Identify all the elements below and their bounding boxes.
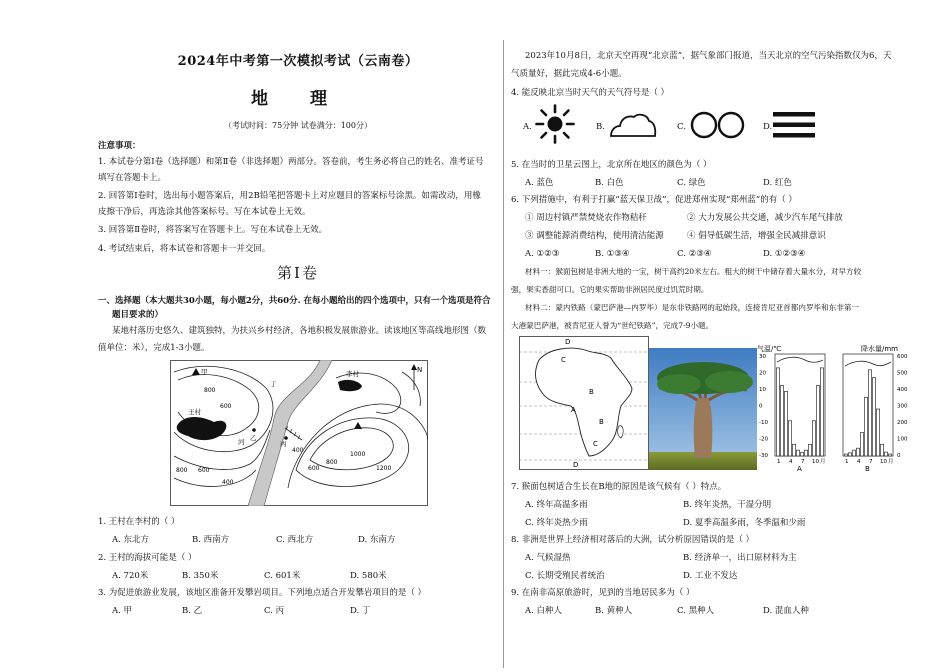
chart-name: B: [865, 465, 870, 472]
option: C. 丙: [264, 606, 285, 616]
option: C. 长期受殖民者统治: [525, 571, 605, 581]
question-options: [525, 499, 911, 512]
temp-axis-label: 气温/℃: [757, 345, 782, 353]
material-text: 材料一：猴面包树是非洲大地的一宝，树干高约20米左右。粗大的树干中储存着大量水分，对早方较: [525, 267, 862, 276]
question-options: [525, 570, 911, 583]
elevation-label: 800: [204, 387, 216, 394]
option: A.: [523, 122, 532, 132]
precip-bar: [816, 386, 819, 457]
option: B. ①③④: [595, 249, 630, 259]
fog-icon: [773, 110, 815, 140]
question-stem: 8. 非洲是世界上经济相对落后的大洲，试分析原因错误的是（ ）: [511, 535, 755, 545]
chart-name: A: [797, 465, 802, 472]
option: B. 西南方: [192, 535, 230, 545]
statement-list: [525, 230, 911, 243]
cloud-icon: [609, 112, 657, 138]
statement: ① 周边村镇严禁焚烧农作物秸秆: [525, 213, 647, 223]
map-label: D: [565, 338, 571, 346]
option: D. 混血人种: [763, 606, 809, 616]
map-label: D: [573, 461, 579, 469]
passage-text: 气质量好，据此完成4-6小题。: [511, 69, 627, 79]
north-label: N: [417, 366, 423, 374]
month-tick: 1: [845, 459, 849, 465]
map-label: C: [561, 356, 566, 364]
precip-bar: [868, 370, 871, 456]
option: B. 经济单一，出口原材料为主: [683, 553, 797, 563]
haze-icon: [689, 110, 749, 140]
question-options: [525, 552, 911, 565]
month-tick: 月: [820, 459, 826, 465]
option: A. 蓝色: [525, 178, 554, 188]
axis-tick: 600: [897, 354, 908, 360]
label-yi: 乙: [250, 434, 257, 442]
month-tick: 10: [812, 459, 819, 465]
precip-bar: [820, 368, 823, 456]
statement-list: [525, 212, 911, 225]
option: B. 终年炎热，干湿分明: [683, 500, 772, 510]
precip-bar: [876, 409, 879, 456]
option: A. 气候湿热: [525, 553, 571, 563]
question-options: [525, 605, 911, 618]
page-title: 2024年中考第一次模拟考试（云南卷）: [177, 54, 419, 69]
passage-text: 某地村落历史悠久、建筑独特，为扶兴乡村经济，各地积极发展旅游业。读该地区等高线地形图（数: [112, 326, 487, 336]
axis-tick: 10: [759, 387, 766, 393]
axis-tick: 30: [759, 354, 766, 360]
precip-bar: [848, 453, 851, 456]
weather-symbols: [511, 100, 911, 146]
precip-bar: [812, 421, 815, 456]
axis-tick: 100: [897, 436, 908, 443]
option: B. 350米: [182, 571, 219, 581]
question-stem: 4. 能反映北京当时天气的天气符号是（ ）: [511, 88, 670, 98]
month-tick: 月: [888, 459, 894, 465]
label-jia: 甲: [201, 368, 208, 376]
statement: ② 大力发展公共交通，减少汽车尾气排放: [687, 213, 843, 223]
question-stem: 1. 王村在李村的（ ）: [98, 517, 180, 527]
contour-map: [170, 360, 428, 506]
option: B.: [596, 122, 605, 132]
axis-tick: 0: [759, 403, 763, 410]
elevation-label: 800: [176, 467, 188, 474]
exam-info: （考试时间：75分钟 试卷满分：100分）: [224, 121, 372, 130]
notice-item: 皮擦干净后，再选涂其他答案标号。写在本试卷上无效。: [98, 207, 311, 217]
option: D. 东南方: [358, 535, 396, 545]
option: A. 终年高温多雨: [525, 500, 588, 510]
option: A. 白种人: [525, 606, 563, 616]
elevation-label: 600: [220, 403, 232, 410]
option: C. 绿色: [677, 178, 706, 188]
precip-axis-label: 降水量/mm: [861, 345, 898, 353]
label-wangcun: 王村: [188, 408, 201, 416]
elevation-label: 400: [222, 479, 234, 486]
month-tick: 7: [801, 459, 805, 465]
map-label: B: [599, 418, 604, 426]
month-tick: 10: [880, 459, 887, 465]
question-stem: 3. 为促进旅游业发展，该地区准备开发攀岩项目。下列地点适合开发攀岩项目的是（ ）: [98, 588, 427, 598]
elevation-label: 800: [326, 459, 338, 466]
question-options: [112, 534, 498, 547]
option: D. 580米: [350, 571, 387, 581]
question-options: [525, 248, 911, 261]
section-title: 第Ⅰ卷: [277, 264, 319, 282]
precip-bar: [884, 452, 887, 456]
month-tick: 4: [857, 459, 861, 465]
option: C.: [677, 122, 686, 132]
month-tick: 1: [777, 459, 781, 465]
notice-item: 填写在答题卡上。: [98, 173, 167, 183]
label-ding: 丁: [270, 380, 277, 388]
notice-item: 2. 回答第Ⅰ卷时，选出每小题答案后，用2B铅笔把答题卡上对应题目的答案标号涂黑。如需改动，用橡: [98, 191, 481, 201]
option: A. 甲: [112, 606, 133, 616]
question-stem: 5. 在当时的卫星云图上，北京所在地区的颜色为（ ）: [511, 160, 712, 170]
axis-tick: 400: [897, 387, 908, 393]
baobab-photo: [649, 348, 757, 470]
month-tick: 4: [789, 459, 793, 465]
material-text: 大港蒙巴萨港，被肯尼亚人誉为“世纪铁路”，完成7-9小题。: [511, 321, 714, 330]
option: A. 东北方: [112, 535, 150, 545]
option: D. 工业不发达: [683, 571, 738, 581]
label-licun: 李村: [346, 370, 359, 378]
option: D. 丁: [350, 606, 371, 616]
subject-title: 地 理: [251, 89, 345, 109]
precip-bar: [792, 444, 795, 456]
axis-tick: 300: [897, 403, 908, 410]
sun-icon: [535, 104, 575, 144]
option: D. ①②③④: [763, 249, 806, 259]
notice-heading: 注意事项：: [98, 141, 141, 151]
passage-text: 值单位：米），完成1-3小题。: [98, 343, 210, 353]
axis-tick: -20: [759, 436, 768, 443]
question-options: [525, 177, 911, 190]
section-intro: 一、选择题（本大题共30小题，每小题2分，共60分. 在每小题给出的四个选项中，只有一个选项是符合: [98, 296, 491, 306]
precip-bar: [852, 450, 855, 456]
map-label: A: [571, 406, 576, 414]
map-label: B: [589, 388, 594, 396]
option: A. ①②③: [525, 249, 560, 259]
option: D. 红色: [763, 178, 792, 188]
axis-tick: 200: [897, 420, 908, 426]
passage-text: 2023年10月8日，北京天空再现“北京蓝”，据气象部门报道，当天北京的空气污染指数仅为6，天: [525, 51, 892, 61]
precip-bar: [864, 397, 867, 456]
axis-tick: -30: [759, 453, 768, 459]
material-text: 强，果实香甜可口。它的果实帮助非洲居民度过饥荒时期。: [511, 285, 709, 294]
option: B. 黄种人: [595, 606, 633, 616]
label-bing: 丙: [280, 440, 287, 448]
notice-item: 3. 回答第Ⅱ卷时，将答案写在答题卡上。写在本试卷上无效。: [98, 225, 328, 235]
option: D. 夏季高温多雨，冬季温和少雨: [683, 518, 806, 528]
option: C. ②③④: [677, 249, 712, 259]
precip-bar: [888, 454, 891, 456]
precip-bar: [856, 448, 859, 456]
precip-bar: [880, 444, 883, 456]
option: A. 720米: [112, 571, 149, 581]
precip-bar: [784, 391, 787, 456]
precip-bar: [860, 433, 863, 457]
elevation-label: 600: [308, 465, 320, 472]
axis-tick: -10: [759, 420, 768, 426]
africa-map: [519, 336, 649, 470]
elevation-label: 600: [198, 467, 210, 474]
axis-tick: 0: [897, 453, 901, 459]
option: C. 601米: [264, 571, 301, 581]
precip-bar: [872, 378, 875, 456]
precip-bar: [776, 368, 779, 456]
option: B. 白色: [595, 178, 624, 188]
elevation-label: 400: [292, 447, 304, 454]
question-options: [112, 570, 498, 583]
option: C. 西北方: [276, 535, 314, 545]
question-options: [112, 605, 498, 618]
option: B. 乙: [182, 606, 203, 616]
elevation-label: 1000: [350, 451, 366, 458]
axis-tick: 500: [897, 370, 908, 377]
notice-item: 4. 考试结束后，将本试卷和答题卡一并交回。: [98, 244, 271, 254]
precip-bar: [800, 452, 803, 456]
option: C. 黑种人: [677, 606, 715, 616]
precip-bar: [788, 421, 791, 456]
material-text: 材料二：蒙内铁路（蒙巴萨港—内罗毕）是东非铁路网的起始段，连接肯尼亚首都内罗毕和东非第一: [525, 303, 860, 312]
elevation-label: 1200: [376, 465, 392, 472]
axis-tick: 20: [759, 370, 766, 377]
question-stem: 6. 下列措施中，有利于打赢“蓝天保卫战”，促进郑州实现“郑州蓝”的有（ ）: [511, 195, 797, 205]
statement: ④ 倡导低碳生活，增强全民减排意识: [687, 231, 826, 241]
precip-bar: [780, 386, 783, 457]
map-label: C: [593, 440, 598, 448]
precip-bar: [808, 444, 811, 456]
question-options: [525, 517, 911, 530]
option: C. 终年炎热少雨: [525, 518, 588, 528]
climate-charts: [757, 342, 915, 472]
statement: ③ 调整能源消费结构，使用清洁能源: [525, 231, 664, 241]
column-divider: [503, 40, 504, 668]
precip-bar: [844, 454, 847, 456]
precip-bar: [804, 450, 807, 456]
question-stem: 2. 王村的海拔可能是（ ）: [98, 553, 197, 563]
option: D.: [763, 122, 773, 132]
question-stem: 7. 猴面包树适合生长在B地的原因是该气候有（ ）特点。: [511, 482, 727, 492]
question-stem: 9. 在南非高原旅游时，见到的当地居民多为（ ）: [511, 588, 695, 598]
section-intro: 题目要求的）: [112, 310, 164, 320]
notice-item: 1. 本试卷分第Ⅰ卷（选择题）和第Ⅱ卷（非选择题）两部分。答卷前，考生务必将自己的姓名、准考证号: [98, 157, 484, 167]
month-tick: 7: [869, 459, 873, 465]
precip-bar: [796, 450, 799, 456]
label-he: 河: [238, 438, 245, 446]
